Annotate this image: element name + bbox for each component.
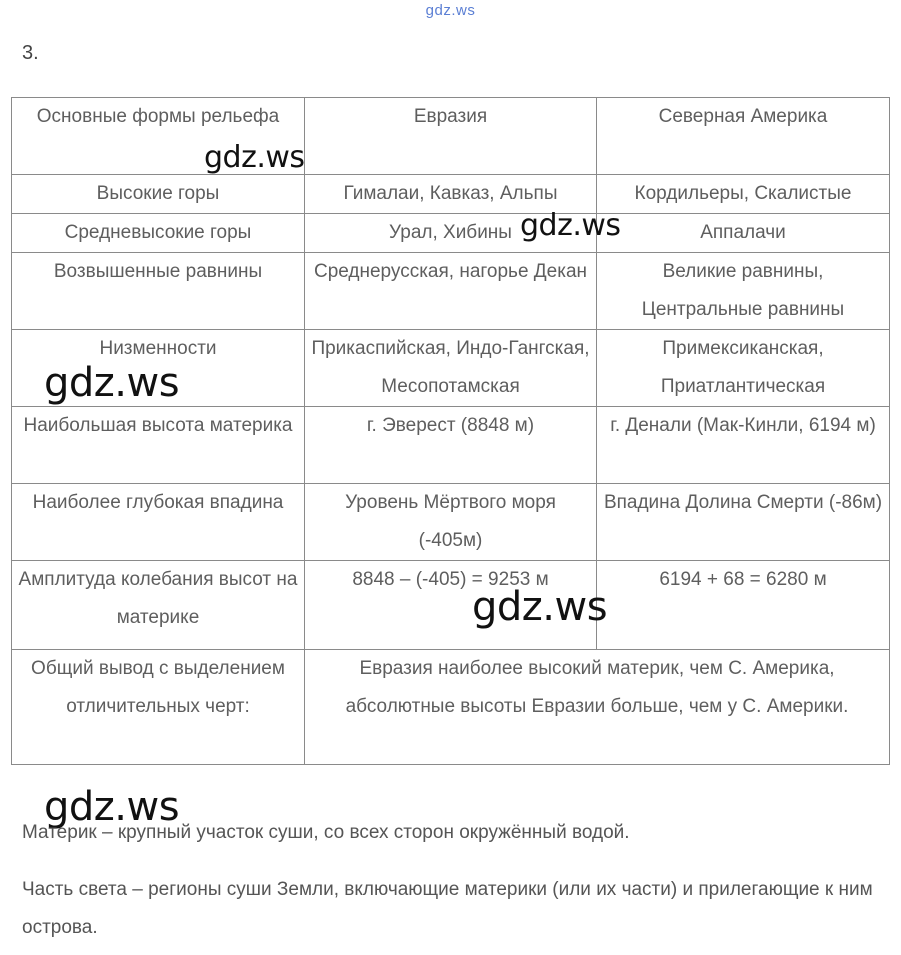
cell-eurasia: Урал, Хибины [305,214,597,253]
cell-north-america: Примексиканская, Приатлантическая [597,330,890,407]
cell-north-america: г. Денали (Мак-Кинли, 6194 м) [597,407,890,484]
cell-north-america: Кордильеры, Скалистые [597,175,890,214]
task-number: 3. [22,42,39,64]
top-watermark: gdz.ws [425,2,476,19]
row-label: Высокие горы [12,175,305,214]
header-landforms: Основные формы рельефа [12,98,305,175]
table-row [12,561,890,650]
watermark: gdz.ws [44,784,180,830]
header-eurasia: Евразия [305,98,597,175]
conclusion-row [12,650,890,765]
row-label: Низменности [12,330,305,407]
row-label: Амплитуда колебания высот на материке [12,561,305,650]
cell-north-america: Аппалачи [597,214,890,253]
table-row [12,484,890,561]
table-row [12,407,890,484]
row-label: Возвышенные равнины [12,253,305,330]
definition-part-of-world: Часть света – регионы суши Земли, включающие материки (или их части) и прилегающие к ним острова. [22,879,873,938]
watermark: gdz.ws [44,360,180,406]
cell-eurasia: Прикаспийская, Индо-Гангская, Месопотамская [305,330,597,407]
cell-eurasia: г. Эверест (8848 м) [305,407,597,484]
header-north-america: Северная Америка [597,98,890,175]
cell-north-america: Впадина Долина Смерти (-86м) [597,484,890,561]
table-row [12,175,890,214]
cell-eurasia: 8848 – (-405) = 9253 м [305,561,597,650]
row-label: Наибольшая высота материка [12,407,305,484]
row-label: Средневысокие горы [12,214,305,253]
table-header-row [12,98,890,175]
landforms-table [11,97,890,765]
watermark: gdz.ws [472,584,608,630]
cell-eurasia: Среднерусская, нагорье Декан [305,253,597,330]
cell-eurasia: Гималаи, Кавказ, Альпы [305,175,597,214]
definition-continent: Материк – крупный участок суши, со всех сторон окружённый водой. [22,822,630,843]
table-row [12,253,890,330]
watermark: gdz.ws [520,208,621,243]
row-label: Наиболее глубокая впадина [12,484,305,561]
watermark: gdz.ws [204,140,305,175]
conclusion-label: Общий вывод с выделением отличительных черт: [12,650,305,765]
cell-north-america: 6194 + 68 = 6280 м [597,561,890,650]
cell-north-america: Великие равнины, Центральные равнины [597,253,890,330]
conclusion-text: Евразия наиболее высокий материк, чем С. Америка, абсолютные высоты Евразии больше, чем у С. Америки. [305,650,890,765]
cell-eurasia: Уровень Мёртвого моря (-405м) [305,484,597,561]
table-row [12,214,890,253]
